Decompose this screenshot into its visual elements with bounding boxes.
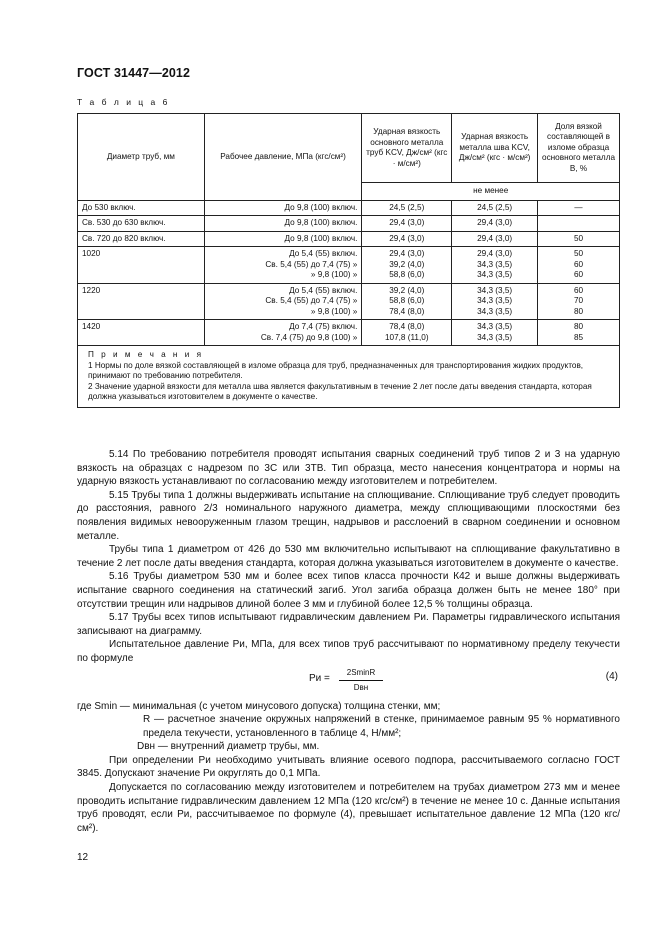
- pressure-value: До 5,4 (55) включ.: [289, 285, 358, 295]
- subheader-min: не менее: [362, 183, 620, 201]
- formula-numerator: 2SminR: [339, 666, 383, 682]
- ductile-cell: [538, 200, 620, 216]
- ductile-value: 80: [573, 322, 584, 331]
- kcv-weld-value: 34,3 (3,5): [477, 306, 513, 316]
- notes-row: [78, 346, 620, 408]
- col-header-kcv-weld: Ударная вязкость металла шва KCV, Дж/см² (кгс · м/см²): [452, 114, 538, 183]
- ductile-value: 60: [573, 259, 584, 269]
- def-dvn: Dвн — внутренний диаметр трубы, мм.: [137, 741, 320, 753]
- body-text: [77, 448, 620, 835]
- kcv-base-value: 39,2 (4,0): [389, 285, 425, 295]
- pressure-cell: [204, 200, 362, 216]
- diameter-cell: [78, 231, 205, 247]
- pressure-cell: [204, 216, 362, 232]
- diameter-value: Св. 530 до 630 включ.: [82, 218, 166, 227]
- kcv-base-value: 29,4 (3,0): [389, 218, 425, 227]
- ductile-value: —: [574, 202, 583, 212]
- ductile-value: 50: [573, 233, 584, 243]
- ductile-value: 50: [573, 249, 584, 258]
- ductile-value: 70: [573, 296, 584, 305]
- col-header-diameter: Диаметр труб, мм: [78, 114, 205, 201]
- table-6: [77, 113, 620, 408]
- table-row: [78, 231, 620, 247]
- kcv-base-value: 29,4 (3,0): [389, 249, 425, 258]
- pressure-value: До 5,4 (55) включ.: [289, 249, 358, 258]
- pressure-value: До 7,4 (75) включ.: [289, 322, 358, 331]
- ductile-cell: [538, 283, 620, 320]
- note-2: 2 Значение ударной вязкости для металла шва является факультативным в течение 2 лет после даты введения стандарта, которая должна указываться изготовителем в документе о качестве.: [88, 381, 592, 401]
- formula-lhs: Pи =: [309, 672, 330, 684]
- pressure-value: Св. 5,4 (55) до 7,4 (75) »: [265, 259, 358, 269]
- pressure-value: До 9,8 (100) включ.: [284, 202, 358, 212]
- notes-title: П р и м е ч а н и я: [88, 350, 204, 359]
- def-r: R — расчетное значение окружных напряжений в стенке, принимаемое равным 95 % нормативного предела текучести, установленного в таблице 4, Н/мм²;: [143, 714, 620, 739]
- col-header-pressure: Рабочее давление, МПа (кгс/см²): [204, 114, 362, 201]
- kcv-base-value: 58,8 (6,0): [389, 296, 425, 305]
- kcv-weld-value: 34,3 (3,5): [477, 285, 513, 295]
- kcv-weld-cell: [452, 231, 538, 247]
- note-1: 1 Нормы по доле вязкой составляющей в изломе образца для труб, предназначенных для транспортирования жидких продуктов, принимают по требованию потребителя.: [88, 360, 584, 380]
- diameter-cell: [78, 320, 205, 346]
- pressure-value: » 9,8 (100) »: [310, 270, 358, 279]
- ductile-cell: [538, 247, 620, 284]
- pressure-value: До 9,8 (100) включ.: [284, 218, 358, 227]
- pressure-value: Св. 5,4 (55) до 7,4 (75) »: [265, 296, 358, 305]
- kcv-base-value: 24,5 (2,5): [389, 202, 425, 212]
- kcv-base-value: 107,8 (11,0): [385, 332, 429, 342]
- def-smin: где Smin — минимальная (с учетом минусового допуска) толщина стенки, мм;: [77, 700, 441, 712]
- kcv-weld-cell: [452, 216, 538, 232]
- formula-number: (4): [605, 670, 618, 682]
- col-header-ductile-share: Доля вязкой составляющей в изломе образца основного металла B, %: [538, 114, 620, 183]
- para-5-17: 5.17 Трубы всех типов испытывают гидравлическим давлением Pи. Параметры гидравлического испытания записывают на диаграмму.: [77, 612, 620, 637]
- notes-cell: [78, 346, 620, 408]
- col-header-kcv-base: Ударная вязкость основного металла труб KCV, Дж/см² (кгс · м/см²): [362, 114, 452, 183]
- kcv-base-value: 78,4 (8,0): [389, 322, 425, 331]
- table-row: [78, 320, 620, 346]
- table-caption: Т а б л и ц а 6: [77, 97, 170, 107]
- diameter-cell: [78, 200, 205, 216]
- table-row: [78, 200, 620, 216]
- kcv-base-cell: [362, 247, 452, 284]
- ductile-value: 85: [573, 332, 584, 342]
- pressure-cell: [204, 283, 362, 320]
- para-5-15: 5.15 Трубы типа 1 должны выдерживать испытание на сплющивание. Сплющивание труб следует проводить до расстояния, равного 2/3 номинального наружного диаметра, между сплющивающими плоскостями без появления видимых невооруженным глазом трещин, надрывов и расслоений в сварном соединении и основном металле.: [77, 489, 620, 542]
- ductile-value: 60: [573, 285, 584, 295]
- diameter-value: 1020: [82, 249, 101, 258]
- diameter-value: 1420: [82, 322, 101, 331]
- ductile-cell: [538, 231, 620, 247]
- kcv-weld-value: 34,3 (3,5): [477, 259, 513, 269]
- ductile-cell: [538, 320, 620, 346]
- page-header: ГОСТ 31447—2012: [77, 66, 191, 80]
- diameter-value: До 530 включ.: [82, 202, 136, 212]
- para-5-14: 5.14 По требованию потребителя проводят испытания сварных соединений труб типов 2 и 3 на ударную вязкость на образцах с надрезом по 3С или 3ТВ. Тип образца, место нанесения концентратора и нормы на ударную вязкость устанавливают по согласованию между изготовителем и потребителем.: [77, 449, 620, 488]
- para-pi-calc: При определении Pи необходимо учитывать влияние осевого подпора, рассчитываемого согласно ГОСТ 3845. Допускают значение Pи округлять до 0,1 МПа.: [77, 754, 620, 780]
- ductile-value: [542, 218, 615, 229]
- pressure-value: До 9,8 (100) включ.: [284, 233, 358, 243]
- kcv-weld-value: 29,4 (3,0): [477, 218, 513, 227]
- page-number: 12: [77, 852, 89, 863]
- kcv-base-value: 78,4 (8,0): [389, 306, 425, 316]
- formula-fraction: [339, 666, 383, 695]
- pressure-cell: [204, 247, 362, 284]
- kcv-weld-cell: [452, 320, 538, 346]
- pressure-value: Св. 7,4 (75) до 9,8 (100) »: [260, 332, 358, 342]
- para-12mpa: Допускается по согласованию между изготовителем и потребителем на трубах диаметром 273 мм и менее проводить испытание гидравлическим давлением 12 МПа (120 кгс/см²) в течение не менее 10 с. Данные испытания труб проводят, если Pи, рассчитываемое по формуле (4), превышает испытательное давление 12 МПа (120 кгс/см²).: [77, 782, 620, 834]
- table-row: [78, 247, 620, 284]
- diameter-value: Св. 720 до 820 включ.: [82, 233, 166, 243]
- kcv-weld-value: 34,3 (3,5): [477, 322, 513, 331]
- kcv-base-value: 58,8 (6,0): [389, 270, 425, 279]
- kcv-weld-value: 29,4 (3,0): [477, 249, 513, 258]
- formula-4: [77, 666, 620, 700]
- kcv-weld-cell: [452, 247, 538, 284]
- kcv-base-value: 29,4 (3,0): [389, 233, 425, 243]
- kcv-weld-value: 34,3 (3,5): [477, 332, 513, 342]
- kcv-base-cell: [362, 283, 452, 320]
- table-header-row: [78, 114, 620, 183]
- kcv-weld-cell: [452, 283, 538, 320]
- ductile-value: 80: [573, 306, 584, 316]
- kcv-weld-value: 29,4 (3,0): [477, 233, 513, 243]
- diameter-cell: [78, 283, 205, 320]
- kcv-base-cell: [362, 200, 452, 216]
- kcv-weld-value: 24,5 (2,5): [477, 202, 513, 212]
- kcv-base-value: 39,2 (4,0): [389, 259, 425, 269]
- table-row: [78, 283, 620, 320]
- pressure-cell: [204, 320, 362, 346]
- pressure-value: » 9,8 (100) »: [310, 306, 358, 316]
- diameter-value: 1220: [82, 285, 101, 295]
- pressure-cell: [204, 231, 362, 247]
- ductile-cell: [538, 216, 620, 232]
- para-test-pressure: Испытательное давление Pи, МПа, для всех типов труб рассчитывают по нормативному пределу текучести по формуле: [77, 639, 620, 664]
- kcv-base-cell: [362, 231, 452, 247]
- formula-denominator: Dвн: [353, 683, 369, 693]
- diameter-cell: [78, 216, 205, 232]
- kcv-weld-cell: [452, 200, 538, 216]
- kcv-weld-value: 34,3 (3,5): [477, 296, 513, 305]
- kcv-base-cell: [362, 320, 452, 346]
- diameter-cell: [78, 247, 205, 284]
- kcv-weld-value: 34,3 (3,5): [477, 270, 513, 279]
- ductile-value: 60: [573, 270, 584, 279]
- para-5-15-b: Трубы типа 1 диаметром от 426 до 530 мм включительно испытывают на сплющивание факультативно в течение 2 лет после даты введения стандарта, которая должна указываться изготовителем в документе о качестве.: [77, 544, 620, 569]
- para-5-16: 5.16 Трубы диаметром 530 мм и более всех типов класса прочности К42 и выше должны выдерживать испытание сварного соединения на статический загиб. Угол загиба образца должен быть не менее 180° при отсутствии трещин или надрывов длиной более 3 мм и глубиной более 12,5 % толщины образца.: [77, 571, 620, 610]
- kcv-base-cell: [362, 216, 452, 232]
- table-row: [78, 216, 620, 232]
